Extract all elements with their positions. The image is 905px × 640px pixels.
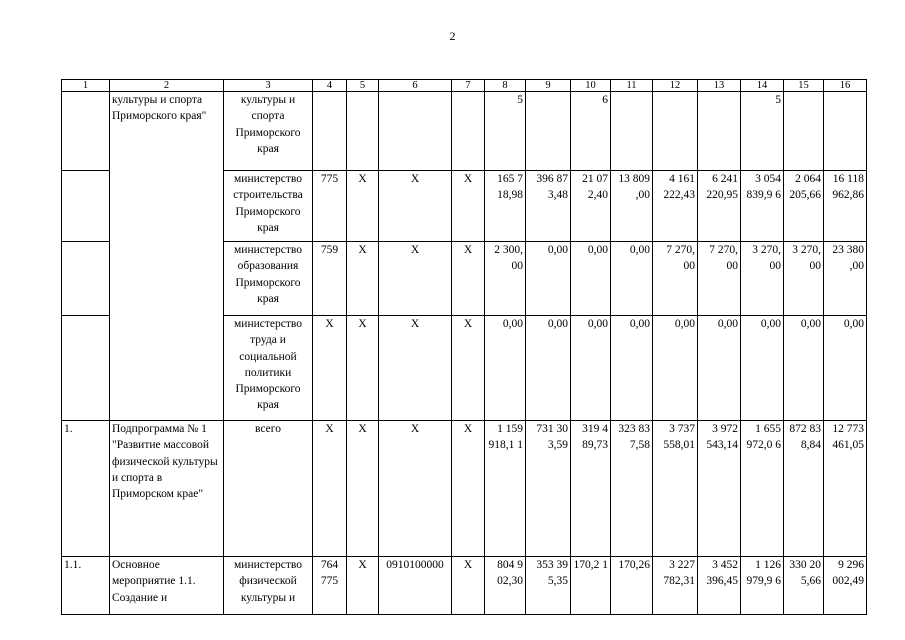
cell-value: 12 773 461,05 xyxy=(824,421,867,557)
cell-value: 0,00 xyxy=(653,316,698,421)
cell-value: 9 296 002,49 xyxy=(824,557,867,615)
cell-c6: 0910100000 xyxy=(379,557,452,615)
cell-value xyxy=(653,92,698,171)
cell-value: 804 9 02,30 xyxy=(485,557,526,615)
cell-value: 0,00 xyxy=(526,316,571,421)
header-cell: 11 xyxy=(611,80,653,92)
cell-value: 170,26 xyxy=(611,557,653,615)
cell-value: 170,2 1 xyxy=(571,557,611,615)
cell-c6: Х xyxy=(379,421,452,557)
cell-value: 3 270, 00 xyxy=(784,242,824,316)
cell-value: 0,00 xyxy=(824,316,867,421)
header-cell: 9 xyxy=(526,80,571,92)
cell-value xyxy=(698,92,741,171)
cell-c7: Х xyxy=(452,242,485,316)
cell-value: 396 87 3,48 xyxy=(526,171,571,242)
header-cell: 2 xyxy=(110,80,224,92)
cell-value: 7 270, 00 xyxy=(698,242,741,316)
cell-c5: Х xyxy=(347,421,379,557)
cell-number: 1. xyxy=(62,421,110,557)
cell-number xyxy=(62,92,110,171)
cell-value: 3 737 558,01 xyxy=(653,421,698,557)
header-cell: 13 xyxy=(698,80,741,92)
cell-value: 2 300, 00 xyxy=(485,242,526,316)
header-cell: 1 xyxy=(62,80,110,92)
header-row xyxy=(62,80,867,92)
cell-value: 0,00 xyxy=(741,316,784,421)
cell-c6: Х xyxy=(379,316,452,421)
cell-value: 1 126 979,9 6 xyxy=(741,557,784,615)
cell-code: Х xyxy=(313,316,347,421)
table-row xyxy=(62,421,867,557)
cell-value: 3 452 396,45 xyxy=(698,557,741,615)
cell-c7: Х xyxy=(452,171,485,242)
cell-c6: Х xyxy=(379,242,452,316)
cell-value: 353 39 5,35 xyxy=(526,557,571,615)
cell-value: 0,00 xyxy=(485,316,526,421)
page-number: 2 xyxy=(449,29,456,43)
cell-number xyxy=(62,171,110,242)
cell-c5 xyxy=(347,92,379,171)
header-cell: 15 xyxy=(784,80,824,92)
cell-c6: Х xyxy=(379,171,452,242)
cell-program-name: культуры и спорта Приморского края" xyxy=(110,92,224,421)
cell-c5: Х xyxy=(347,171,379,242)
cell-value xyxy=(611,92,653,171)
cell-program-name: Основное мероприятие 1.1. Создание и xyxy=(110,557,224,615)
cell-executor: культуры и спорта Приморского края xyxy=(224,92,313,171)
cell-value: 2 064 205,66 xyxy=(784,171,824,242)
table-row xyxy=(62,557,867,615)
cell-value: 13 809 ,00 xyxy=(611,171,653,242)
cell-number: 1.1. xyxy=(62,557,110,615)
cell-executor: всего xyxy=(224,421,313,557)
cell-code: 764 775 xyxy=(313,557,347,615)
cell-value: 0,00 xyxy=(571,316,611,421)
header-cell: 8 xyxy=(485,80,526,92)
table-row xyxy=(62,92,867,171)
header-cell: 6 xyxy=(379,80,452,92)
cell-c7: Х xyxy=(452,557,485,615)
cell-executor: министерство физической культуры и xyxy=(224,557,313,615)
cell-number xyxy=(62,316,110,421)
cell-number xyxy=(62,242,110,316)
cell-c7: Х xyxy=(452,316,485,421)
cell-code: 759 xyxy=(313,242,347,316)
header-cell: 5 xyxy=(347,80,379,92)
cell-value: 319 4 89,73 xyxy=(571,421,611,557)
cell-program-name: Подпрограмма № 1 "Развитие массовой физической культуры и спорта в Приморском крае" xyxy=(110,421,224,557)
cell-value: 3 054 839,9 6 xyxy=(741,171,784,242)
header-cell: 10 xyxy=(571,80,611,92)
header-cell: 16 xyxy=(824,80,867,92)
cell-c7: Х xyxy=(452,421,485,557)
cell-code: Х xyxy=(313,421,347,557)
cell-code: 775 xyxy=(313,171,347,242)
cell-value xyxy=(824,92,867,171)
cell-executor: министерство строительства Приморского края xyxy=(224,171,313,242)
cell-value: 0,00 xyxy=(611,316,653,421)
cell-value: 7 270, 00 xyxy=(653,242,698,316)
cell-value: 0,00 xyxy=(784,316,824,421)
cell-value: 23 380 ,00 xyxy=(824,242,867,316)
cell-c6 xyxy=(379,92,452,171)
cell-value: 0,00 xyxy=(526,242,571,316)
header-cell: 7 xyxy=(452,80,485,92)
cell-value: 1 159 918,1 1 xyxy=(485,421,526,557)
cell-value: 165 7 18,98 xyxy=(485,171,526,242)
cell-value: 3 270, 00 xyxy=(741,242,784,316)
cell-value: 21 07 2,40 xyxy=(571,171,611,242)
cell-value: 4 161 222,43 xyxy=(653,171,698,242)
cell-value: 6 241 220,95 xyxy=(698,171,741,242)
cell-value xyxy=(526,92,571,171)
header-cell: 4 xyxy=(313,80,347,92)
cell-value: 731 30 3,59 xyxy=(526,421,571,557)
cell-value: 323 83 7,58 xyxy=(611,421,653,557)
cell-c7 xyxy=(452,92,485,171)
cell-executor: министерство образования Приморского края xyxy=(224,242,313,316)
cell-c5: Х xyxy=(347,242,379,316)
cell-value: 330 20 5,66 xyxy=(784,557,824,615)
cell-executor: министерство труда и социальной политики Приморского края xyxy=(224,316,313,421)
cell-value: 1 655 972,0 6 xyxy=(741,421,784,557)
budget-table xyxy=(61,79,867,615)
cell-c5: Х xyxy=(347,557,379,615)
cell-code xyxy=(313,92,347,171)
cell-c5: Х xyxy=(347,316,379,421)
header-cell: 3 xyxy=(224,80,313,92)
cell-value: 0,00 xyxy=(611,242,653,316)
cell-value: 5 xyxy=(485,92,526,171)
cell-value: 0,00 xyxy=(698,316,741,421)
cell-value: 6 xyxy=(571,92,611,171)
cell-value xyxy=(784,92,824,171)
cell-value: 3 972 543,14 xyxy=(698,421,741,557)
cell-value: 872 83 8,84 xyxy=(784,421,824,557)
header-cell: 14 xyxy=(741,80,784,92)
cell-value: 3 227 782,31 xyxy=(653,557,698,615)
cell-value: 0,00 xyxy=(571,242,611,316)
cell-value: 16 118 962,86 xyxy=(824,171,867,242)
cell-value: 5 xyxy=(741,92,784,171)
header-cell: 12 xyxy=(653,80,698,92)
